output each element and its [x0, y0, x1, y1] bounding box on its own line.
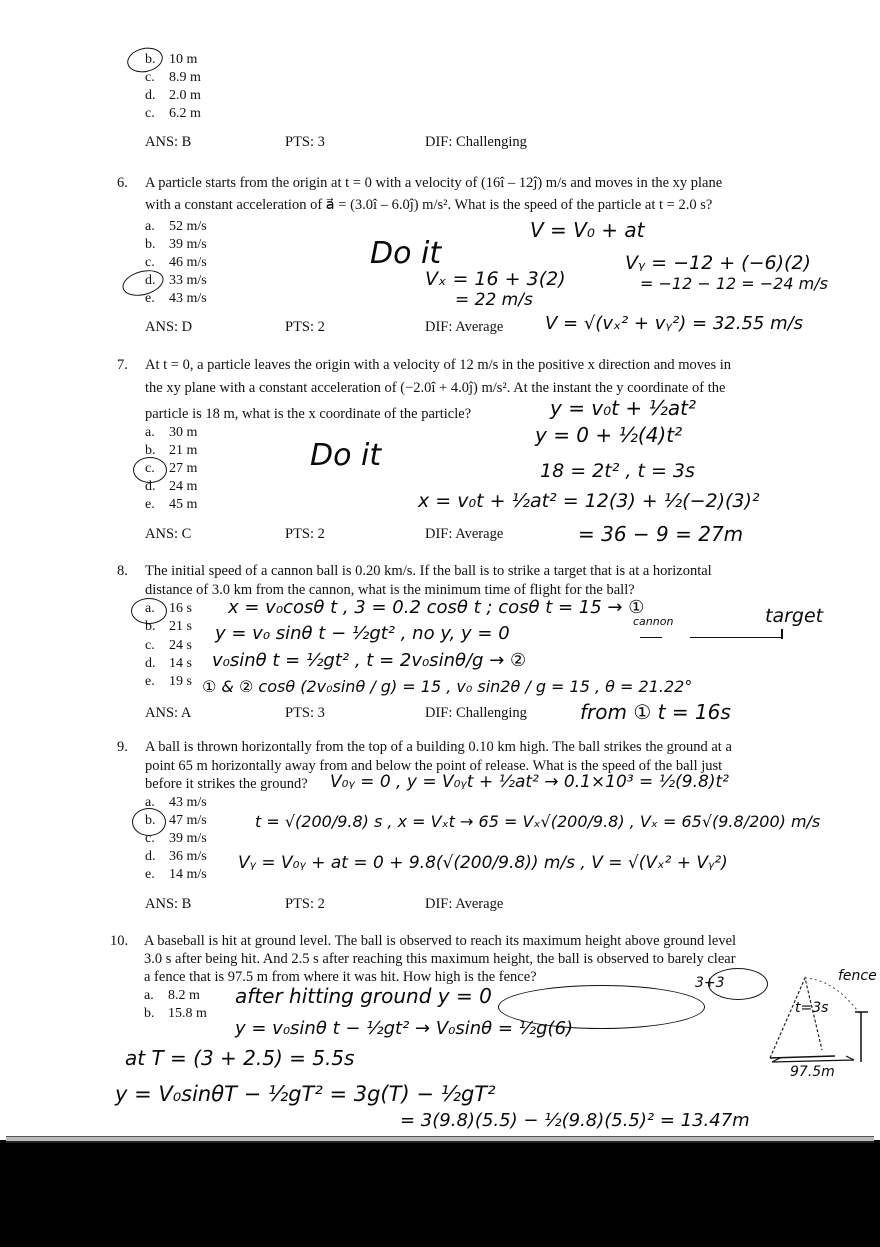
- handwritten-note: y = 0 + ½(4)t²: [535, 423, 683, 447]
- handwritten-note: x = v₀t + ½at² = 12(3) + ½(−2)(3)²: [418, 490, 760, 512]
- diagram-label-fence: fence: [838, 968, 877, 984]
- handwritten-note: V = V₀ + at: [530, 218, 645, 242]
- option: b. 21 s: [145, 619, 192, 634]
- handwritten-note: V = √(vₓ² + vᵧ²) = 32.55 m/s: [545, 313, 804, 334]
- handwritten-note: Do it: [310, 438, 382, 473]
- answer-key: ANS: A: [145, 705, 192, 721]
- handwritten-note: = −12 − 12 = −24 m/s: [640, 274, 828, 293]
- option: d. 24 m: [145, 479, 198, 494]
- page-bottom-rule: [6, 1136, 874, 1143]
- points: PTS: 2: [285, 896, 325, 912]
- question-text: distance of 3.0 km from the cannon, what is the minimum time of flight for the ball?: [145, 582, 635, 598]
- handwritten-note: x = v₀cosθ t , 3 = 0.2 cosθ t ; cosθ t = 15 → ①: [228, 597, 645, 618]
- option: c. 6.2 m: [145, 106, 201, 121]
- diagram-label-time: t=3s: [795, 1000, 829, 1016]
- option: a. 16 s: [145, 601, 192, 616]
- highlight-ellipse: [498, 985, 705, 1029]
- option: a. 30 m: [145, 425, 198, 440]
- option: e. 45 m: [145, 497, 198, 512]
- question-text: point 65 m horizontally away from and below the point of release. What is the speed of the ball just: [145, 758, 723, 774]
- option: d. 2.0 m: [145, 88, 201, 103]
- handwritten-note: V₀ᵧ = 0 , y = V₀ᵧt + ½at² → 0.1×10³ = ½(9.8)t²: [330, 772, 729, 792]
- option: a. 52 m/s: [145, 219, 207, 234]
- points: PTS: 2: [285, 319, 325, 335]
- difficulty: DIF: Challenging: [425, 705, 527, 721]
- handwritten-note: Do it: [370, 236, 442, 271]
- diagram-label-cannon: cannon: [633, 615, 674, 628]
- difficulty: DIF: Challenging: [425, 134, 527, 150]
- points: PTS: 3: [285, 705, 325, 721]
- option: c. 27 m: [145, 461, 198, 476]
- question-text: with a constant acceleration of a⃗ = (3.0î – 6.0ĵ) m/s². What is the speed of the particle at t = 2.0 s?: [145, 197, 713, 213]
- handwritten-note: = 36 − 9 = 27m: [578, 522, 744, 546]
- option: e. 19 s: [145, 674, 192, 689]
- option: b. 21 m: [145, 443, 198, 458]
- handwritten-note: t = √(200/9.8) s , x = Vₓt → 65 = Vₓ√(200/9.8) , Vₓ = 65√(9.8/200) m/s: [255, 812, 821, 831]
- option: e. 14 m/s: [145, 867, 207, 882]
- option: c. 46 m/s: [145, 255, 207, 270]
- handwritten-note: = 22 m/s: [455, 290, 533, 310]
- target-line: [690, 637, 782, 638]
- option: b. 47 m/s: [145, 813, 207, 828]
- answer-key: ANS: B: [145, 896, 192, 912]
- option: c. 39 m/s: [145, 831, 207, 846]
- answer-key: ANS: D: [145, 319, 193, 335]
- handwritten-note: after hitting ground y = 0: [235, 984, 492, 1008]
- question-text: 10. A baseball is hit at ground level. The ball is observed to reach its maximum height above ground level: [110, 933, 737, 949]
- handwritten-note: = 3(9.8)(5.5) − ½(9.8)(5.5)² = 13.47m: [400, 1110, 750, 1131]
- handwritten-note: y = V₀sinθT − ½gT² = 3g(T) − ½gT²: [115, 1082, 496, 1106]
- question-text: 6. A particle starts from the origin at t = 0 with a velocity of (16î – 12ĵ) m/s and moves in the xy plane: [117, 175, 723, 191]
- option: b. 39 m/s: [145, 237, 207, 252]
- handwritten-note: Vₓ = 16 + 3(2): [425, 268, 566, 290]
- question-text: the xy plane with a constant acceleration of (−2.0î + 4.0ĵ) m/s². At the instant the y coordinate of the: [145, 380, 726, 396]
- option: d. 36 m/s: [145, 849, 207, 864]
- option: d. 33 m/s: [145, 273, 207, 288]
- option: e. 43 m/s: [145, 291, 207, 306]
- option: c. 8.9 m: [145, 70, 201, 85]
- points: PTS: 2: [285, 526, 325, 542]
- answer-key: ANS: C: [145, 526, 192, 542]
- handwritten-note: y = v₀t + ½at²: [550, 396, 696, 420]
- question-text: 8. The initial speed of a cannon ball is 0.20 km/s. If the ball is to strike a target that is at a horizontal: [117, 563, 712, 579]
- handwritten-note: y = v₀ sinθ t − ½gt² , no y, y = 0: [215, 623, 510, 644]
- highlight-circle: [708, 968, 768, 1000]
- option: d. 14 s: [145, 656, 192, 671]
- cannon-line: [640, 637, 662, 638]
- question-text: particle is 18 m, what is the x coordinate of the particle?: [145, 406, 472, 422]
- handwritten-note: v₀sinθ t = ½gt² , t = 2v₀sinθ/g → ②: [212, 650, 527, 671]
- difficulty: DIF: Average: [425, 896, 504, 912]
- option: a. 8.2 m: [144, 988, 200, 1003]
- target-marker: [781, 629, 783, 639]
- points: PTS: 3: [285, 134, 325, 150]
- diagram-label-distance: 97.5m: [790, 1064, 835, 1080]
- question-text: 7. At t = 0, a particle leaves the origin with a velocity of 12 m/s in the positive x direction and moves in: [117, 357, 732, 373]
- handwritten-note: Vᵧ = V₀ᵧ + at = 0 + 9.8(√(200/9.8)) m/s , V = √(Vₓ² + Vᵧ²): [238, 853, 728, 873]
- difficulty: DIF: Average: [425, 526, 504, 542]
- diagram-label-target: target: [765, 605, 824, 627]
- handwritten-note: 3+3: [695, 975, 725, 991]
- option: c. 24 s: [145, 638, 192, 653]
- option: b. 15.8 m: [144, 1006, 207, 1021]
- handwritten-note: from ① t = 16s: [580, 700, 731, 724]
- option: a. 43 m/s: [145, 795, 207, 810]
- handwritten-note: 18 = 2t² , t = 3s: [540, 460, 695, 482]
- handwritten-note: at T = (3 + 2.5) = 5.5s: [125, 1046, 355, 1070]
- option: b. 10 m: [145, 52, 198, 67]
- handwritten-note: ① & ② cosθ (2v₀sinθ / g) = 15 , v₀ sin2θ / g = 15 , θ = 21.22°: [202, 677, 693, 696]
- question-text: 3.0 s after being hit. And 2.5 s after reaching this maximum height, the ball is observed to barely clear: [144, 951, 736, 967]
- question-text: 9. A ball is thrown horizontally from the top of a building 0.10 km high. The ball strikes the ground at a: [117, 739, 732, 755]
- trajectory-diagram: [760, 970, 880, 1070]
- difficulty: DIF: Average: [425, 319, 504, 335]
- answer-key: ANS: B: [145, 134, 192, 150]
- question-text: a fence that is 97.5 m from where it was hit. How high is the fence?: [144, 969, 537, 985]
- handwritten-note: y = v₀sinθ t − ½gt² → V₀sinθ = ½g(6): [235, 1018, 574, 1039]
- question-text: before it strikes the ground?: [145, 776, 308, 792]
- handwritten-note: Vᵧ = −12 + (−6)(2): [625, 252, 811, 274]
